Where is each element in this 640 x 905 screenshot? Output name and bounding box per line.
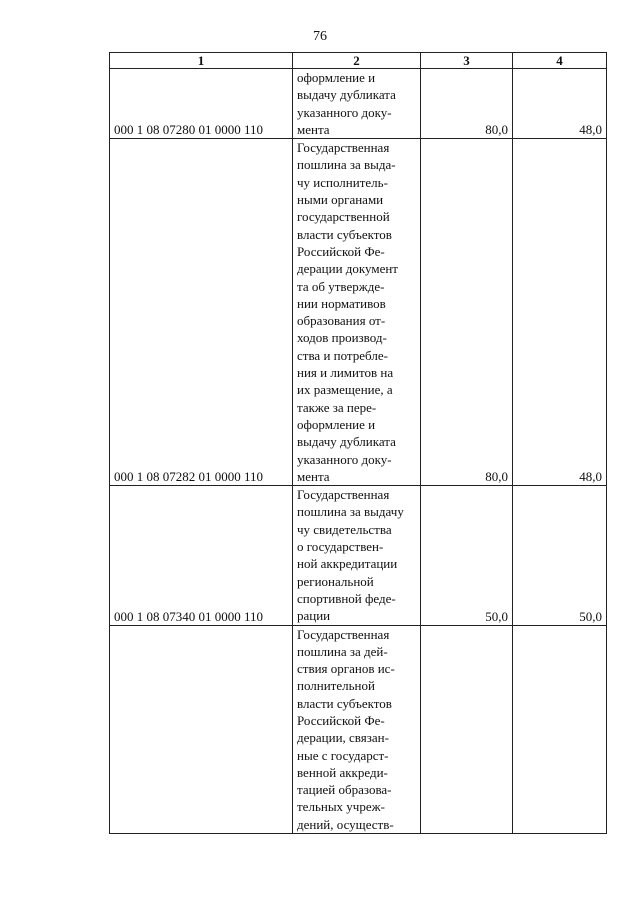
- description-line: чу исполнитель-: [297, 174, 388, 190]
- column-header-1: 1: [110, 53, 293, 69]
- description-line: пошлина за выдачу: [297, 504, 404, 520]
- description-line: венной аккреди-: [297, 764, 388, 780]
- description-line: региональной: [297, 573, 374, 589]
- budget-code-cell: 000 1 08 07280 01 0000 110: [110, 69, 293, 139]
- description-line: ствия органов ис-: [297, 661, 395, 677]
- column-header-4: 4: [513, 53, 607, 69]
- description-line: пошлина за дей-: [297, 643, 388, 659]
- description-line: нии нормативов: [297, 295, 386, 311]
- table-row: [110, 486, 607, 625]
- description-line: дерации документ: [297, 261, 398, 277]
- description-line: спортивной феде-: [297, 590, 396, 606]
- description-line: ной аккредитации: [297, 556, 398, 572]
- description-line: Российской Фе-: [297, 243, 385, 259]
- amount-col3-cell: 80,0: [421, 69, 513, 139]
- description-line: полнительной: [297, 678, 375, 694]
- description-line: власти субъектов: [297, 226, 392, 242]
- table-row: [110, 625, 607, 834]
- budget-code-cell: 000 1 08 07282 01 0000 110: [110, 139, 293, 486]
- column-header-2: 2: [293, 53, 421, 69]
- description-line: их размещение, а: [297, 382, 393, 398]
- description-line: также за пере-: [297, 399, 377, 415]
- description-line: рации: [297, 608, 331, 624]
- description-line: Российской Фе-: [297, 712, 385, 728]
- amount-col3-cell: 50,0: [421, 486, 513, 625]
- amount-col4-cell: 48,0: [513, 139, 607, 486]
- table-row: [110, 69, 607, 139]
- description-line: мента: [297, 121, 330, 137]
- description-line: дерации, связан-: [297, 730, 389, 746]
- description-line: власти субъектов: [297, 695, 392, 711]
- description-line: Государственная: [297, 626, 390, 642]
- description-line: Государственная: [297, 487, 390, 503]
- description-line: тельных учреж-: [297, 799, 385, 815]
- description-line: ния и лимитов на: [297, 365, 394, 381]
- table-body: [110, 69, 607, 834]
- budget-code-cell: 000 1 08 07340 01 0000 110: [110, 486, 293, 625]
- description-line: ными органами: [297, 192, 384, 208]
- description-line: оформление и: [297, 416, 376, 432]
- table-row: [110, 139, 607, 486]
- description-cell: [293, 139, 421, 486]
- amount-col4-cell: 48,0: [513, 69, 607, 139]
- description-line: выдачу дубликата: [297, 434, 396, 450]
- amount-col4-cell: 50,0: [513, 486, 607, 625]
- amount-col3-cell: [421, 625, 513, 834]
- page-number: 76: [313, 29, 327, 44]
- description-line: о государствен-: [297, 539, 384, 555]
- description-line: ства и потребле-: [297, 347, 388, 363]
- description-cell: [293, 69, 421, 139]
- description-line: дений, осуществ-: [297, 816, 394, 832]
- description-cell: [293, 486, 421, 625]
- header-row: [110, 53, 607, 69]
- amount-col4-cell: [513, 625, 607, 834]
- description-line: та об утвержде-: [297, 278, 385, 294]
- description-line: выдачу дубликата: [297, 87, 396, 103]
- description-line: ные с государст-: [297, 747, 389, 763]
- description-line: Государственная: [297, 140, 390, 156]
- description-line: образования от-: [297, 313, 386, 329]
- description-line: ходов производ-: [297, 330, 387, 346]
- fee-table: [109, 52, 607, 834]
- description-line: указанного доку-: [297, 451, 392, 467]
- description-line: мента: [297, 468, 330, 484]
- description-line: оформление и: [297, 70, 376, 85]
- column-header-3: 3: [421, 53, 513, 69]
- amount-col3-cell: 80,0: [421, 139, 513, 486]
- description-line: пошлина за выда-: [297, 157, 396, 173]
- budget-code-cell: [110, 625, 293, 834]
- description-line: указанного доку-: [297, 104, 392, 120]
- description-line: государственной: [297, 209, 390, 225]
- description-line: тацией образова-: [297, 782, 392, 798]
- description-cell: [293, 625, 421, 834]
- description-line: чу свидетельства: [297, 521, 392, 537]
